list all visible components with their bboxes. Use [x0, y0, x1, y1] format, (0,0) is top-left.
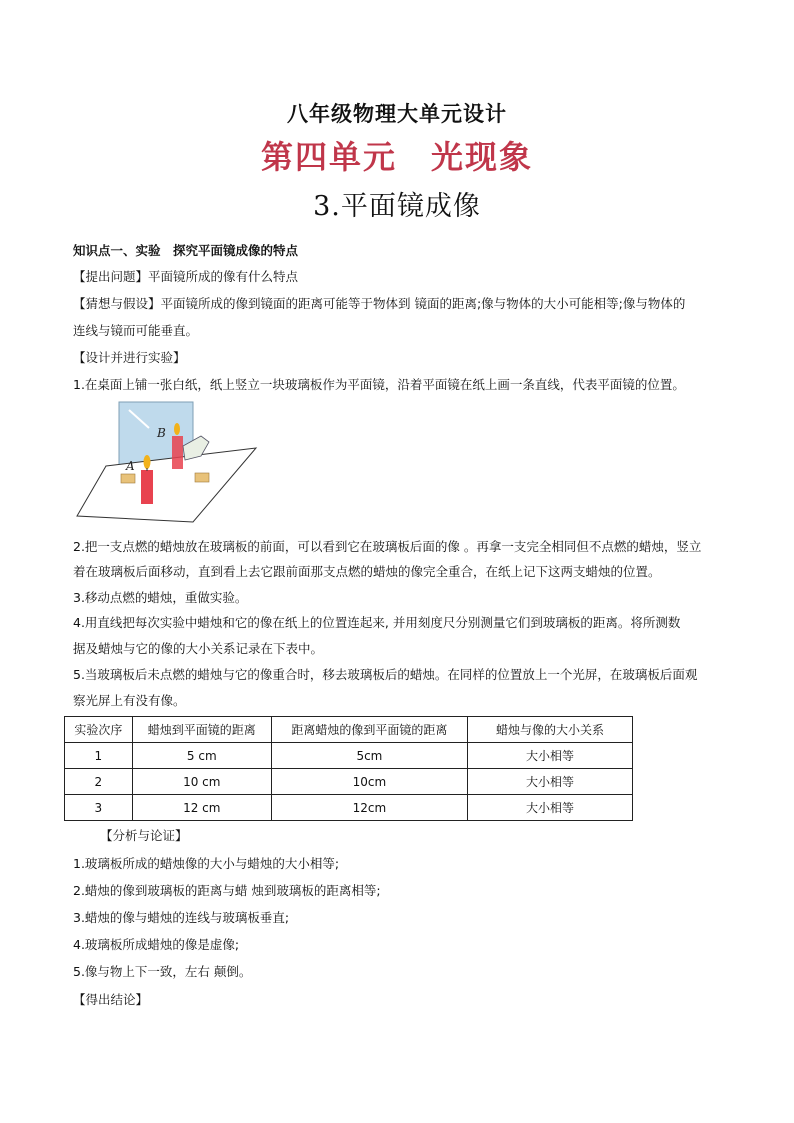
table-cell: 大小相等: [467, 795, 632, 821]
table-header-row: [65, 717, 633, 743]
table-cell: 5 cm: [132, 743, 271, 769]
experiment-illustration: [73, 398, 273, 525]
step-5-text-line-1: 5.当玻璃板后未点燃的蜡烛与它的像重合时，移去玻璃板后的蜡烛。在同样的位置放上一个光屏，在玻璃板后面观: [73, 667, 698, 682]
step-2-text-line-2: 着在玻璃板后面移动，直到看上去它跟前面那支点燃的蜡烛的像完全重合，在纸上记下这两支蜡烛的位置。: [73, 564, 661, 579]
design-heading: 【设计并进行实验】: [73, 350, 186, 365]
analysis-item: 2.蜡烛的像到玻璃板的距离与蜡 烛到玻璃板的距离相等;: [73, 883, 381, 898]
label-a: A: [126, 459, 135, 473]
candle-a: [141, 470, 153, 504]
table-cell: 10cm: [271, 769, 467, 795]
candle-b-flame: [174, 423, 180, 435]
table-header-cell: 蜡烛到平面镜的距离: [132, 717, 271, 743]
table-header-cell: 实验次序: [65, 717, 133, 743]
table-cell: 12cm: [271, 795, 467, 821]
hypothesis-line-1: 【猜想与假设】平面镜所成的像到镜面的距离可能等于物体到 镜面的距离;像与物体的大小可能相等;像与物体的: [73, 296, 686, 311]
unit-title: 第四单元 光现象: [260, 138, 533, 176]
lesson-title: 3.平面镜成像: [313, 191, 481, 222]
label-b: B: [157, 426, 166, 440]
support-block-right: [195, 473, 209, 482]
step-2-text-line-1: 2.把一支点燃的蜡烛放在玻璃板的前面，可以看到它在玻璃板后面的像 。再拿一支完全相同但不点燃的蜡烛，竖立: [73, 539, 702, 554]
analysis-item: 4.玻璃板所成蜡烛的像是虚像;: [73, 937, 240, 952]
step-1-text: 1.在桌面上铺一张白纸，纸上竖立一块玻璃板作为平面镜，沿着平面镜在纸上画一条直线，代表平面镜的位置。: [73, 377, 685, 392]
table-cell: 5cm: [271, 743, 467, 769]
paper-sheet: [77, 448, 256, 522]
table-cell: 1: [65, 743, 133, 769]
table-row: [65, 743, 633, 769]
table-cell: 12 cm: [132, 795, 271, 821]
analysis-heading: 【分析与论证】: [100, 828, 188, 843]
table-header-cell: 蜡烛与像的大小关系: [467, 717, 632, 743]
analysis-item: 3.蜡烛的像与蜡烛的连线与玻璃板垂直;: [73, 910, 290, 925]
results-table: [64, 716, 633, 821]
analysis-item: 1.玻璃板所成的蜡烛像的大小与蜡烛的大小相等;: [73, 856, 340, 871]
support-block-left: [121, 474, 135, 483]
conclusion-heading: 【得出结论】: [73, 992, 149, 1007]
step-4-text-line-2: 据及蜡烛与它的像的大小关系记录在下表中。: [73, 641, 324, 656]
hypothesis-line-2: 连线与镜而可能垂直。: [73, 323, 199, 338]
step-3-text: 3.移动点燃的蜡烛，重做实验。: [73, 590, 248, 605]
table-row: [65, 795, 633, 821]
table-header-cell: 距离蜡烛的像到平面镜的距离: [271, 717, 467, 743]
table-row: [65, 769, 633, 795]
step-4-text-line-1: 4.用直线把每次实验中蜡烛和它的像在纸上的位置连起来, 并用刻度尺分别测量它们到玻璃板的距离。将所测数: [73, 615, 681, 630]
section-heading: 知识点一、实验 探究平面镜成像的特点: [73, 243, 299, 258]
candle-a-flame: [144, 455, 151, 469]
analysis-item: 5.像与物上下一致，左右 颠倒。: [73, 964, 252, 979]
table-cell: 3: [65, 795, 133, 821]
table-cell: 大小相等: [467, 769, 632, 795]
candle-b: [172, 436, 183, 469]
question-text: 【提出问题】平面镜所成的像有什么特点: [73, 269, 299, 284]
step-5-text-line-2: 察光屏上有没有像。: [73, 693, 186, 708]
table-cell: 大小相等: [467, 743, 632, 769]
document-title: 八年级物理大单元设计: [287, 102, 507, 126]
experiment-illustration-svg: [73, 398, 273, 525]
table-cell: 10 cm: [132, 769, 271, 795]
table-cell: 2: [65, 769, 133, 795]
